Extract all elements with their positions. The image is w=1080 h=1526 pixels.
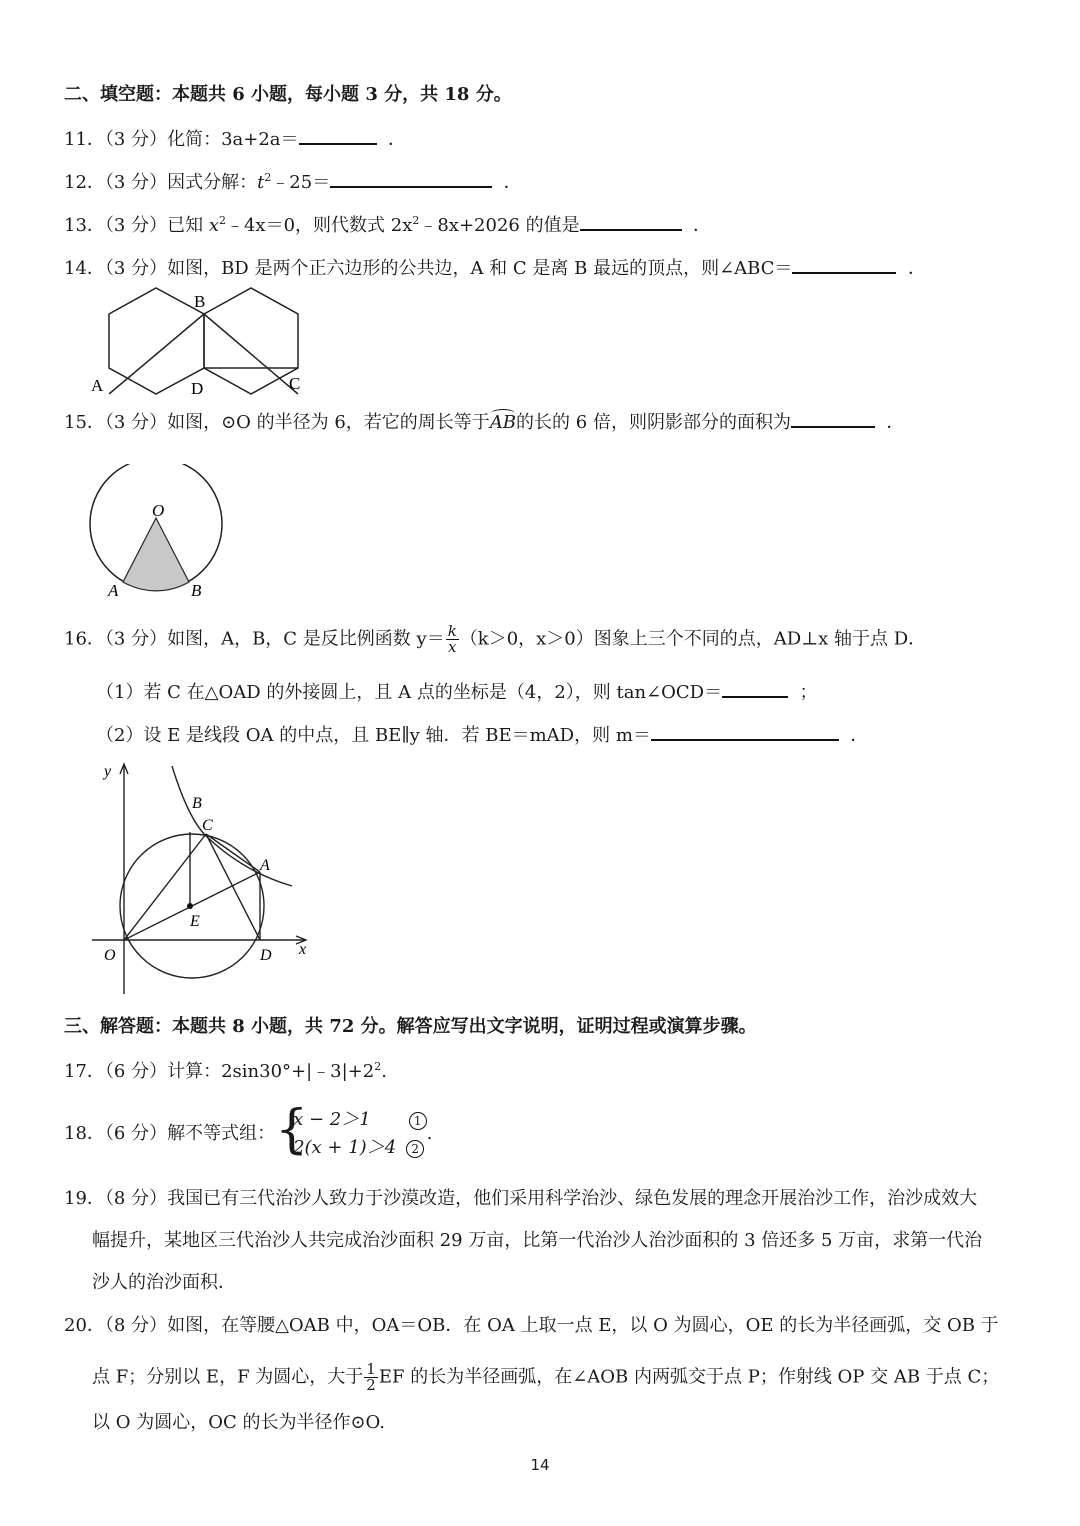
q13-answer-blank[interactable]	[580, 213, 682, 231]
q15-arc-AB: AB	[489, 412, 517, 433]
q19-line-3: 沙人的治沙面积．	[92, 1272, 236, 1293]
q14-label-D: D	[191, 379, 204, 398]
q15-label-O: O	[152, 501, 165, 520]
q18-row-2: 2(x + 1)＞4	[293, 1137, 397, 1158]
q16-label-O: O	[104, 947, 116, 964]
q12-expr-rest: ﹣25＝	[271, 172, 331, 193]
q16-label-A: A	[260, 857, 270, 874]
q12-var: t	[257, 172, 265, 193]
q12-number: 12．（3 分）因式分解：	[64, 172, 258, 193]
question-14	[64, 256, 926, 280]
q20-line-2	[92, 1362, 999, 1393]
circled-1-icon: 1	[409, 1112, 427, 1130]
q19-line-1: 19．（8 分）我国已有三代治沙人致力于沙漠改造，他们采用科学治沙、绿色发展的理念开展治沙工作，治沙成效大	[64, 1188, 978, 1209]
question-12	[64, 170, 522, 194]
segment-CD	[206, 834, 260, 940]
q16-label-C: C	[202, 817, 213, 834]
page-number: 14	[530, 1456, 550, 1474]
q16-part-1	[96, 680, 818, 704]
question-18	[64, 1100, 433, 1162]
q20-line-2b: EF 的长为半径画弧，在∠AOB 内两弧交于点 P；作射线 OP 交 AB 于点 C；	[378, 1366, 1000, 1388]
q11-answer-blank[interactable]	[299, 127, 377, 145]
q17-text: 17．（6 分）计算：2sin30°+|﹣3|+2	[64, 1061, 375, 1082]
q14-label-B: B	[194, 292, 206, 311]
q16-label-y: y	[104, 763, 112, 780]
q13-var: x	[208, 215, 219, 236]
q15-label-A: A	[108, 581, 119, 600]
q17-end: .	[381, 1061, 387, 1082]
q15-text-b: 的长的 6 倍，则阴影部分的面积为	[516, 412, 791, 433]
q20-line-3: 以 O 为圆心，OC 的长为半径作⊙O.	[92, 1412, 385, 1433]
q16-sub1-end: ；	[799, 682, 818, 703]
section-3-title: 三、解答题：本题共 8 小题，共 72 分。解答应写出文字说明，证明过程或演算步骤。	[64, 1016, 757, 1037]
q20-line-2a: 点 F；分别以 E，F 为圆心，大于	[92, 1366, 364, 1388]
q16-label-x: x	[299, 941, 307, 958]
q13-expr-b: ﹣4x＝0，则代数式 2x	[225, 215, 413, 236]
section-2-title: 二、填空题：本题共 6 小题，每小题 3 分，共 18 分。	[64, 84, 512, 105]
question-13	[64, 213, 711, 237]
q16-frac-num: k	[447, 622, 457, 640]
q20-line-1: 20．（8 分）如图，在等腰△OAB 中，OA＝OB．在 OA 上取一点 E，以 O 为圆心，OE 的长为半径画弧，交 OB 于	[64, 1315, 999, 1336]
q11-end: ．	[387, 129, 406, 150]
q11-expression: 3a+2a＝	[221, 129, 299, 150]
q15-circle-figure	[86, 464, 236, 602]
q16-label-E: E	[190, 913, 200, 930]
q13-end: ．	[693, 215, 712, 236]
q16-coordinate-figure	[88, 760, 318, 1000]
q16-sub1-answer-blank[interactable]	[722, 680, 788, 698]
q12-exponent: 2	[264, 171, 272, 184]
q16-label-D: D	[260, 947, 272, 964]
q12-answer-blank[interactable]	[330, 170, 492, 188]
q20-frac-num: 1	[366, 1360, 376, 1378]
q14-end: ．	[907, 258, 926, 279]
point-E	[187, 903, 193, 909]
q13-number: 13．（3 分）已知	[64, 215, 204, 236]
q13-exponent-2: 2	[412, 214, 420, 227]
q16-sub2-end: ．	[850, 725, 869, 746]
q16-frac-den: x	[448, 638, 457, 656]
q20-frac-den: 2	[366, 1376, 376, 1394]
q18-text: 18．（6 分）解不等式组：	[64, 1123, 276, 1145]
q14-label-C: C	[289, 374, 301, 393]
q16-label-B: B	[192, 795, 202, 812]
circled-2-icon: 2	[406, 1140, 424, 1158]
q14-label-A: A	[91, 376, 104, 395]
q11-number: 11．（3 分）化简：	[64, 129, 222, 150]
q16-sub2-answer-blank[interactable]	[651, 723, 839, 741]
question-16	[64, 624, 926, 655]
q15-text-a: 15．（3 分）如图，⊙O 的半径为 6，若它的周长等于	[64, 412, 490, 433]
q16-text-b: （k＞0，x＞0）图象上三个不同的点，AD⊥x 轴于点 D．	[459, 628, 927, 650]
q15-answer-blank[interactable]	[791, 410, 875, 428]
q14-answer-blank[interactable]	[792, 256, 896, 274]
q16-sub1-text: （1）若 C 在△OAD 的外接圆上，且 A 点的坐标是（4，2），则 tan∠OCD＝	[96, 682, 723, 703]
q16-part-2	[96, 723, 868, 747]
q12-end: ．	[503, 172, 522, 193]
q15-end: ．	[886, 412, 905, 433]
q20-fraction	[364, 1362, 378, 1393]
q18-inequality-system	[275, 1100, 427, 1162]
question-17	[64, 1060, 387, 1083]
q16-fraction	[446, 624, 459, 655]
q16-text-a: 16．（3 分）如图，A，B，C 是反比例函数 y＝	[64, 628, 445, 650]
question-15	[64, 410, 904, 434]
q18-row-1: x − 2＞1	[293, 1109, 371, 1130]
q14-labels	[86, 286, 312, 402]
question-11	[64, 127, 406, 151]
q13-expr-c: ﹣8x+2026 的值是	[419, 215, 580, 236]
q19-line-2: 幅提升，某地区三代治沙人共完成治沙面积 29 万亩，比第一代治沙人治沙面积的 3 倍还多 5 万亩，求第一代治	[92, 1230, 983, 1251]
segment-CA	[206, 834, 260, 872]
q17-exponent: 2	[374, 1060, 382, 1073]
q18-end: .	[426, 1123, 433, 1145]
left-brace-icon: {	[275, 1100, 309, 1160]
q14-text: 14．（3 分）如图，BD 是两个正六边形的公共边，A 和 C 是离 B 最远的顶点，则∠ABC＝	[64, 258, 793, 279]
q15-label-B: B	[191, 581, 202, 600]
q13-exponent: 2	[218, 214, 226, 227]
q16-sub2-text: （2）设 E 是线段 OA 的中点，且 BE∥y 轴．若 BE＝mAD，则 m＝	[96, 725, 651, 746]
shaded-sector	[123, 518, 189, 591]
